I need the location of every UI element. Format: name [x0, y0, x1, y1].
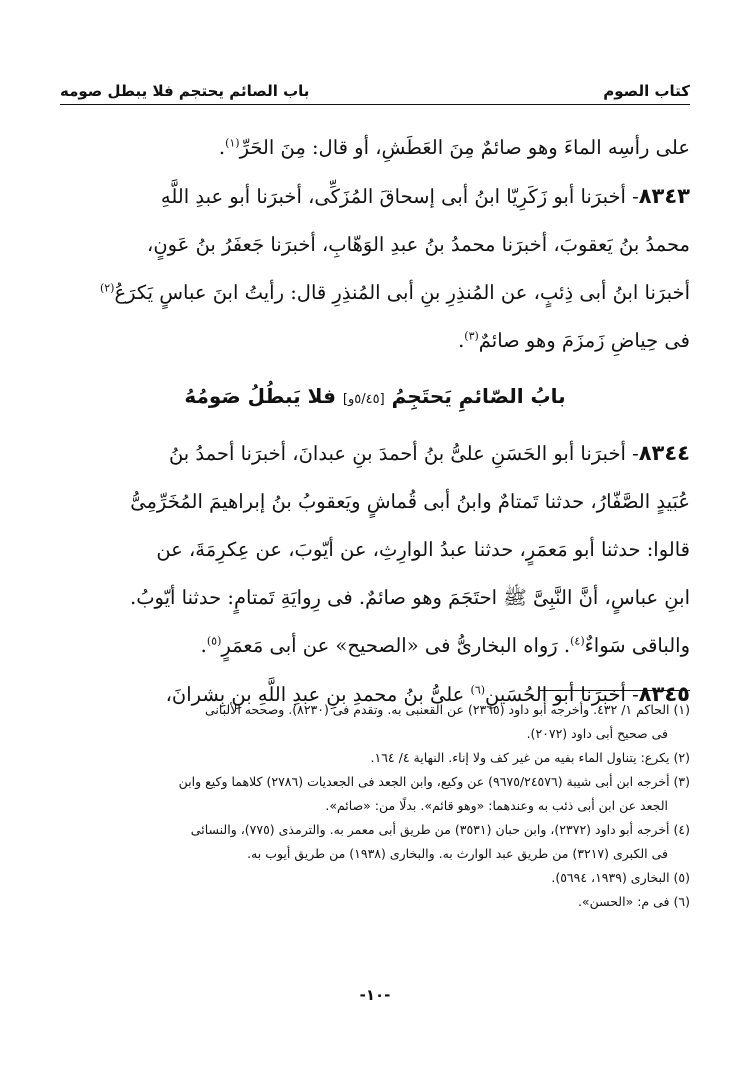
document-page: [60, 62, 690, 1062]
book-title: كتاب الصوم: [603, 82, 690, 100]
footnote-2: (٢) يكرع: يتناول الماء بفيه من غير كف ولا إناء. النهاية ٤/ ١٦٤.: [370, 750, 690, 765]
running-header: [60, 74, 690, 100]
page-number: -١٠-: [359, 986, 391, 1004]
chapter-heading: بابُ الصّائمِ يَحتَجِمُ [٥/٤٥و] فلا يَبطُلُ صَومُهُ: [184, 384, 566, 408]
footnote-ref: (٢): [99, 281, 115, 295]
hadith-8344: ٨٣٤٤- أخبرَنا أبو الحَسَنِ علىُّ بنُ أحمدَ بنِ عبدانَ، أخبرَنا أحمدُ بنُ: [168, 441, 690, 465]
footnote-4: (٤) أخرجه أبو داود (٢٣٧٢)، وابن حبان (٣٥٣١) من طريق أبى معمر به. والترمذى (٧٧٥)، والنسائى فى الكبرى (٣٢١٧) من طريق عبد الوارث به. والبخارى (١٩٣٨) من طريق أيوب به.: [190, 822, 690, 861]
chapter-title-header: باب الصائم يحتجم فلا يبطل صومه: [60, 82, 310, 100]
opening-line: على رأسِه الماءَ وهو صائمٌ مِنَ العَطَشِ، أو قال: مِنَ الحَرِّ$^{(١)}$.: [218, 136, 690, 159]
hadith-8345: ٨٣٤٥- أخبرَنا أبو الحُسَينِ$^{(٦)}$ علىُّ بنُ محمدِ بنِ عبدِ اللَّهِ بنِ بِشرانَ،: [165, 682, 690, 706]
hadith-number: ٨٣٤٣: [638, 184, 690, 208]
hadith-number: ٨٣٤٤: [638, 441, 690, 465]
main-text: على رأسِه الماءَ وهو صائمٌ مِنَ العَطَشِ، أو قال: مِنَ الحَرِّ$^{(١)}$. ٨٣٤٣- أخبرَنا أبو زَكَرِيّا ابنُ أبى إسحاقَ المُزَكِّى، أخبرَنا أبو عبدِ اللَّهِ محمدُ بنُ يَعقوبَ، أخبرَنا محمدُ بنُ عبدِ الوَهّابِ، أخبرَنا جَعفَرُ بنُ عَونٍ، أخبرَنا ابنُ أبى ذِئبٍ، عن المُنذِرِ بنِ أبى المُنذِرِ قال: رأيتُ ابنَ عباسٍ يَكرَعُ$^{(٢)}$ فى حِياضِ زَمزَمَ وهو صائمٌ$^{(٣)}$. بابُ الصّائمِ يَحتَجِمُ [٥/٤٥و] فلا يَبطُلُ صَومُهُ ٨٣٤٤- أخبرَنا أبو الحَسَنِ علىُّ بنُ أحمدَ بنِ عبدانَ، أخبرَنا أحمدُ بنُ عُبَيدٍ الصَّفّارُ، حدثنا تَمتامٌ وابنُ أبى قُماشٍ ويَعقوبُ بنُ إبراهيمَ المُخَرِّمِىُّ قالوا: حدثنا أبو مَعمَرٍ، حدثنا عبدُ الوارِثِ، عن أيّوبَ، عن عِكرِمَةَ، عن ابنِ عباسٍ، أنَّ النَّبِىَّ ﷺ احتَجَمَ وهو صائمٌ. فى رِوايَةِ تَمتامٍ: حدثنا أيّوبُ. والباقى سَواءٌ$^{(٤)}$. رَواه البخارىُّ فى «الصحيح» عن أبى مَعمَرٍ$^{(٥)}$. ٨٣٤٥- أخبرَنا أبو الحُسَينِ$^{(٦)}$ علىُّ بنُ محمدِ بنِ عبدِ اللَّهِ بنِ بِشرانَ،: [60, 124, 690, 719]
footnote-6: (٦) فى م: «الحسن».: [577, 894, 690, 909]
footnote-ref: (٣): [464, 329, 479, 343]
footnotes: [60, 698, 690, 914]
footnote-ref: (٦): [470, 683, 486, 697]
footnote-separator: [540, 690, 690, 691]
header-rule: [60, 104, 690, 105]
hadith-number: ٨٣٤٥: [638, 682, 690, 706]
footnote-3: (٣) أخرجه ابن أبى شيبة (٩٦٧٥/٢٤٥٧٦) عن وكيع، وابن الجعد فى الجعديات (٢٧٨٦) كلاهما وكيع وابن الجعد عن ابن أبى ذئب به وعندهما: «وهو قائم». بدلًا من: «صائم».: [178, 774, 690, 813]
footnote-ref: (٥): [206, 634, 222, 648]
hadith-8343: ٨٣٤٣- أخبرَنا أبو زَكَرِيّا ابنُ أبى إسحاقَ المُزَكِّى، أخبرَنا أبو عبدِ اللَّهِ: [160, 184, 690, 208]
footnote-1: (١) الحاكم ١/ ٤٣٢. وأخرجه أبو داود (٢٣٦٥) عن القعنبى به. وتقدم فى (٨٢٣٠). وصححه الألبانى فى صحيح أبى داود (٢٠٧٢).: [204, 702, 690, 741]
manuscript-ref: [٥/٤٥و]: [342, 392, 385, 407]
footnote-ref: (١): [225, 136, 240, 150]
footnote-ref: (٤): [570, 634, 585, 648]
footnote-5: (٥) البخارى (١٩٣٩، ٥٦٩٤).: [551, 870, 690, 885]
